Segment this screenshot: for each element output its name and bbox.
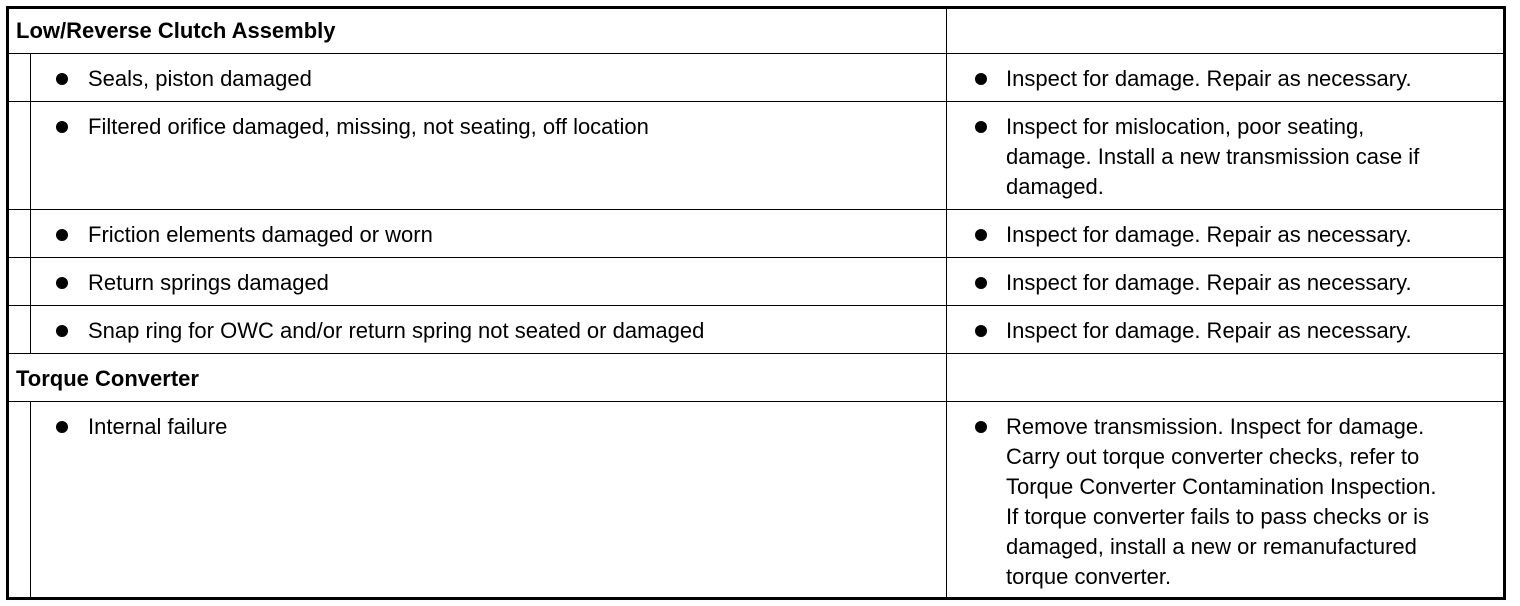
action-text: Inspect for damage. Repair as necessary. [1006,318,1412,343]
row-divider [9,353,1505,354]
cause-text: Filtered orifice damaged, missing, not seating, off location [88,114,649,139]
action-text: damage. Install a new transmission case if [1006,144,1420,169]
bullet-icon [56,277,68,289]
bullet-icon [975,421,987,433]
cause-text: Seals, piston damaged [88,66,312,91]
cause-text: Snap ring for OWC and/or return spring not seated or damaged [88,318,705,343]
section-title: Low/Reverse Clutch Assembly [16,18,336,43]
indent-divider [30,53,31,353]
row-divider [9,305,1505,306]
bullet-icon [975,121,987,133]
action-text: damaged, install a new or remanufactured [1006,534,1417,559]
action-text: If torque converter fails to pass checks or is [1006,504,1430,529]
cause-text: Internal failure [88,414,228,439]
row-divider [9,53,1505,54]
bullet-icon [56,325,68,337]
action-text: Inspect for mislocation, poor seating, [1006,114,1365,139]
action-text: torque converter. [1006,564,1172,589]
action-text: Carry out torque converter checks, refer to [1006,444,1420,469]
action-text: Inspect for damage. Repair as necessary. [1006,66,1412,91]
action-text: Torque Converter Contamination Inspection. [1006,474,1437,499]
bullet-icon [56,229,68,241]
column-divider [946,9,947,597]
cause-text: Return springs damaged [88,270,329,295]
action-text: damaged. [1006,174,1104,199]
row-divider [9,101,1505,102]
bullet-icon [56,73,68,85]
action-text: Inspect for damage. Repair as necessary. [1006,270,1412,295]
action-text: Inspect for damage. Repair as necessary. [1006,222,1412,247]
bullet-icon [975,73,987,85]
indent-divider [30,401,31,597]
bullet-icon [975,325,987,337]
cause-text: Friction elements damaged or worn [88,222,433,247]
bullet-icon [56,421,68,433]
bullet-icon [975,277,987,289]
row-divider [9,209,1505,210]
section-title: Torque Converter [16,366,199,391]
bullet-icon [56,121,68,133]
row-divider [9,401,1505,402]
bullet-icon [975,229,987,241]
action-text: Remove transmission. Inspect for damage. [1006,414,1425,439]
row-divider [9,257,1505,258]
